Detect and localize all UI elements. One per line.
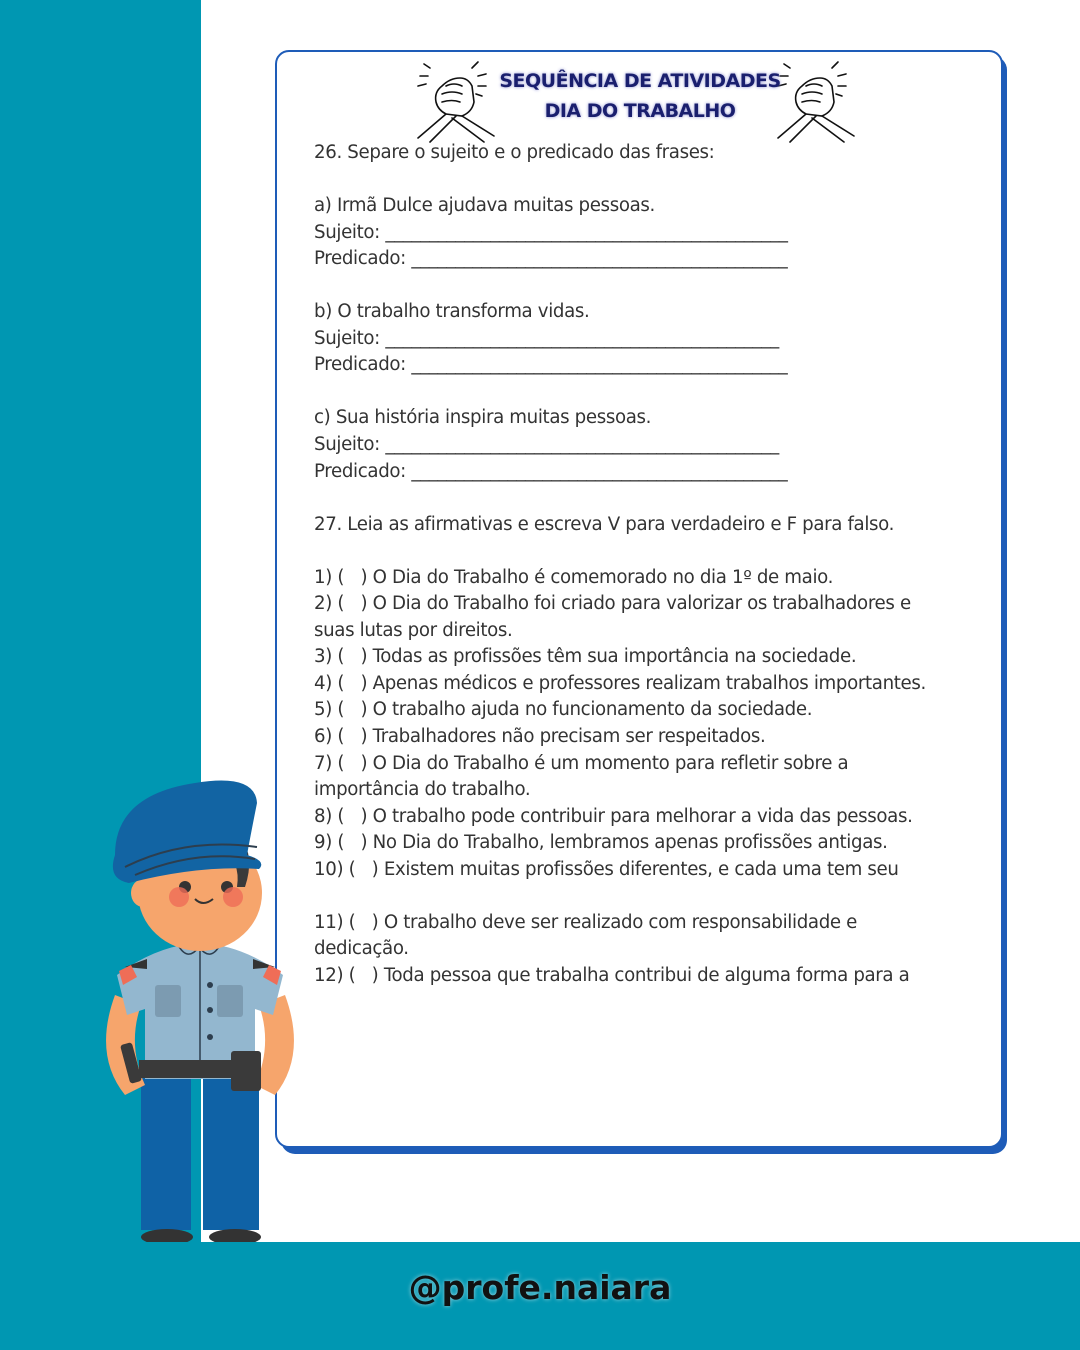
text-line: 3) ( ) Todas as profissões têm sua importância na sociedade.: [314, 646, 857, 668]
text-line: 8) ( ) O trabalho pode contribuir para melhorar a vida das pessoas.: [314, 805, 913, 827]
text-line: 7) ( ) O Dia do Trabalho é um momento para refletir sobre a: [314, 752, 849, 774]
text-line: 4) ( ) Apenas médicos e professores realizam trabalhos importantes.: [314, 672, 926, 694]
text-line: Predicado: ___________________________________________: [314, 460, 788, 482]
text-line: 1) ( ) O Dia do Trabalho é comemorado no dia 1º de maio.: [314, 566, 834, 588]
blank-line: [314, 538, 954, 565]
text-line: 12) ( ) Toda pessoa que trabalha contribui de alguma forma para a: [314, 964, 910, 986]
text-line: Predicado: ___________________________________________: [314, 248, 788, 270]
text-line: importância do trabalho.: [314, 779, 531, 801]
text-line: 27. Leia as afirmativas e escreva V para verdadeiro e F para falso.: [314, 513, 895, 535]
text-line: 6) ( ) Trabalhadores não precisam ser respeitados.: [314, 726, 766, 748]
title-line-1: SEQUÊNCIA DE ATIVIDADES: [499, 70, 781, 92]
text-line: 11) ( ) O trabalho deve ser realizado com responsabilidade e: [314, 911, 858, 933]
text-line: 5) ( ) O trabalho ajuda no funcionamento da sociedade.: [314, 699, 813, 721]
text-line: dedicação.: [314, 938, 409, 960]
text-line: Sujeito: _____________________________________________: [314, 327, 779, 349]
worksheet-title: [480, 66, 800, 126]
blank-line: [314, 883, 954, 910]
worksheet-body: [314, 140, 954, 990]
text-line: Sujeito: ______________________________________________: [314, 221, 788, 243]
blank-line: [314, 273, 954, 300]
police-officer-illustration: [95, 775, 305, 1242]
blank-line: [314, 167, 954, 194]
blank-line: [314, 379, 954, 406]
text-line: 10) ( ) Existem muitas profissões diferentes, e cada uma tem seu: [314, 858, 899, 880]
author-handle: @profe.naiara: [408, 1268, 672, 1307]
text-line: 2) ( ) O Dia do Trabalho foi criado para valorizar os trabalhadores e: [314, 593, 911, 615]
text-line: b) O trabalho transforma vidas.: [314, 301, 590, 323]
blank-line: [314, 485, 954, 512]
text-line: Predicado: ___________________________________________: [314, 354, 788, 376]
text-line: 26. Separe o sujeito e o predicado das frases:: [314, 142, 715, 163]
title-line-2: DIA DO TRABALHO: [544, 100, 736, 122]
text-line: c) Sua história inspira muitas pessoas.: [314, 407, 652, 429]
text-line: a) Irmã Dulce ajudava muitas pessoas.: [314, 195, 655, 217]
text-line: 9) ( ) No Dia do Trabalho, lembramos apenas profissões antigas.: [314, 832, 888, 854]
text-line: Sujeito: _____________________________________________: [314, 434, 779, 456]
text-line: suas lutas por direitos.: [314, 619, 513, 641]
